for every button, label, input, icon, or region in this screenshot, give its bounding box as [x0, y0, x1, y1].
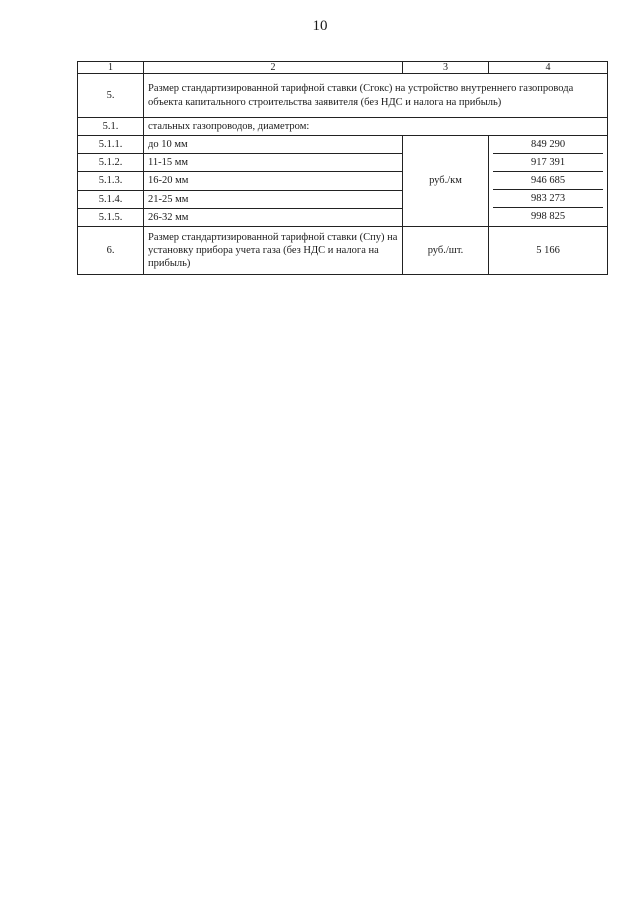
value-cell: 849 290	[493, 136, 603, 154]
row-number: 6.	[78, 227, 144, 275]
row-description: Размер стандартизированной тарифной ставки (Сгокс) на устройство внутреннего газопровода объекта капитального строительства заявителя (без НДС и налога на прибыль)	[144, 74, 608, 118]
row-number: 5.1.1.	[78, 136, 144, 154]
table-row-5	[78, 74, 608, 118]
value-cell: 5 166	[489, 227, 608, 275]
header-col-4: 4	[489, 62, 608, 74]
tariff-table	[77, 61, 608, 275]
value-cell: 983 273	[493, 190, 603, 208]
values-column	[489, 136, 608, 227]
table-row-5-1	[78, 118, 608, 136]
row-description: стальных газопроводов, диаметром:	[144, 118, 608, 136]
row-number: 5.	[78, 74, 144, 118]
row-diameter: 16-20 мм	[144, 172, 403, 190]
row-diameter: 21-25 мм	[144, 190, 403, 208]
row-number: 5.1.2.	[78, 154, 144, 172]
row-diameter: 26-32 мм	[144, 208, 403, 226]
page-number: 10	[312, 18, 328, 34]
value-cell: 946 685	[493, 172, 603, 190]
table-row-6	[78, 227, 608, 275]
table-header-row	[78, 62, 608, 74]
value-cell: 998 825	[530, 211, 566, 222]
unit-cell: руб./км	[403, 136, 489, 227]
header-col-2: 2	[144, 62, 403, 74]
row-diameter: до 10 мм	[144, 136, 403, 154]
table-row-5-1-1	[78, 136, 608, 154]
row-number: 5.1.3.	[78, 172, 144, 190]
header-col-3: 3	[403, 62, 489, 74]
row-diameter: 11-15 мм	[144, 154, 403, 172]
unit-cell: руб./шт.	[403, 227, 489, 275]
row-description: Размер стандартизированной тарифной ставки (Спу) на установку прибора учета газа (без НДС и налога на прибыль)	[144, 227, 403, 275]
row-number: 5.1.5.	[78, 208, 144, 226]
row-number: 5.1.	[78, 118, 144, 136]
header-col-1: 1	[78, 62, 144, 74]
value-cell: 917 391	[493, 154, 603, 172]
row-number: 5.1.4.	[78, 190, 144, 208]
